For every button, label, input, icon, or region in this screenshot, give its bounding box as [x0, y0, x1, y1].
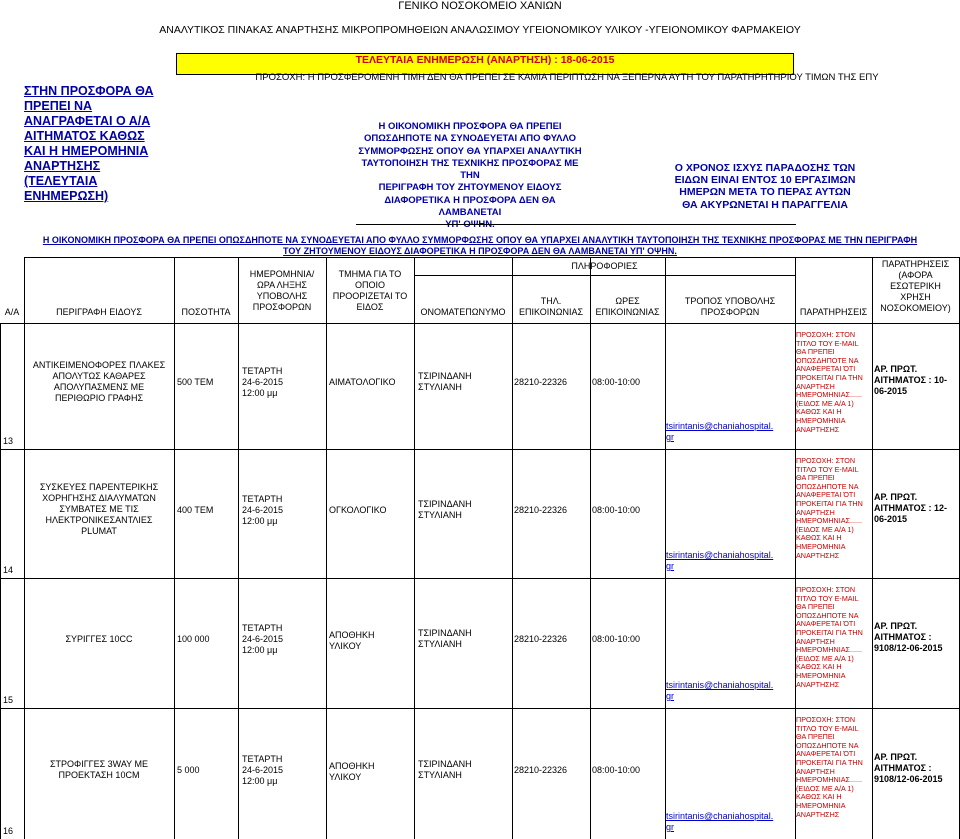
item-remarks-line: ΑΝΑΡΤΗΣΗΣ: [796, 809, 840, 819]
contact-hours: 08:00-10:00: [592, 764, 641, 775]
item-description-line: ΑΠΟΛΥΠΑΣΜΕΝΣ ΜΕ: [53, 382, 145, 392]
contact-hours: 08:00-10:00: [592, 634, 641, 644]
grid-line: [590, 257, 591, 839]
note-line: Ο ΧΡΟΝΟΣ ΙΣΧΥΣ ΠΑΡΑΔΟΣΗΣ ΤΩΝ: [674, 162, 856, 174]
item-department: [326, 761, 414, 783]
procurement-table: [0, 257, 960, 839]
item-remarks-line: ΠΡΟΣΟΧΗ: ΣΤΟΝ: [796, 330, 856, 339]
item-description-line: ΣΥΣΚΕΥΕΣ ΠΑΡΕΝΤΕΡΙΚΗΣ: [39, 482, 159, 492]
header-hours: [590, 296, 665, 318]
item-remarks-line: ΤΙΤΛΟ ΤΟΥ E-MAIL: [796, 593, 859, 603]
header-name: ΟΝΟΜΑΤΕΠΩΝΥΜΟ: [420, 307, 506, 317]
left-note: [24, 84, 174, 204]
item-department-line: ΑΠΟΘΗΚΗ: [329, 760, 375, 771]
item-remarks-line: ΘΑ ΠΡΕΠΕΙ: [796, 732, 835, 742]
item-department: [326, 505, 414, 516]
item-remarks-line: ΚΑΘΩΣ ΚΑΙ Η: [796, 662, 842, 672]
item-remarks-line: (ΕΙΔΟΣ ΜΕ Α/Α 1): [796, 524, 854, 534]
email-line[interactable]: gr: [666, 561, 675, 571]
contact-phone: 28210-22326: [514, 764, 568, 775]
item-remarks-line: ΤΙΤΛΟ ΤΟΥ E-MAIL: [796, 464, 859, 474]
item-remarks-line: ΑΝΑΡΤΗΣΗΣ: [796, 679, 840, 689]
item-remarks-line: ΤΙΤΛΟ ΤΟΥ E-MAIL: [796, 723, 859, 733]
header-quantity: ΠΟΣΟΤΗΤΑ: [181, 307, 231, 317]
item-description: [24, 759, 174, 781]
email-line[interactable]: tsirintanis@chaniahospital.: [666, 550, 774, 560]
email-line[interactable]: tsirintanis@chaniahospital.: [666, 421, 774, 431]
item-remarks-line: ΑΝΑΦΕΡΕΤΑΙ ΌΤΙ: [796, 364, 856, 374]
header-remarks: ΠΑΡΑΤΗΡΗΣΕΙΣ: [799, 307, 868, 317]
item-remarks-line: ΚΑΘΩΣ ΚΑΙ Η: [796, 407, 842, 417]
item-remarks-line: ΠΡΟΣΟΧΗ: ΣΤΟΝ: [796, 715, 856, 724]
header-aa: Α/Α: [4, 307, 20, 317]
item-quantity: 400 ΤΕΜ: [177, 504, 214, 515]
email-line[interactable]: tsirintanis@chaniahospital.: [666, 680, 774, 690]
item-remarks-line: ΠΡΟΣΟΧΗ: ΣΤΟΝ: [796, 456, 856, 465]
submission-email-link[interactable]: [666, 680, 795, 702]
item-remarks-line: ΑΝΑΦΕΡΕΤΑΙ ΌΤΙ: [796, 490, 856, 500]
note-line: ΥΠ' ΟΨΗΝ.: [445, 219, 495, 231]
item-remarks-line: ΟΠΩΣΔΗΠΟΤΕ ΝΑ: [796, 481, 859, 491]
item-internal-ref-line: ΑΡ. ΠΡΩΤ.: [874, 621, 918, 631]
item-remarks-line: ΠΡΟΚΕΙΤΑΙ ΓΙΑ ΤΗΝ: [796, 498, 863, 508]
item-department: [326, 377, 414, 388]
note-line: ΤΑΥΤΟΠΟΙΗΣΗ ΤΗΣ ΤΕΧΝΙΚΗΣ ΠΡΟΣΦΟΡΑΣ ΜΕ ΤΗΝ: [361, 157, 579, 182]
email-line[interactable]: gr: [666, 822, 675, 832]
header-internal-line: ΝΟΣΟΚΟΜΕΙΟΥ): [880, 303, 951, 313]
note-line: ΕΙΔΩΝ ΕΙΝΑΙ ΕΝΤΟΣ 10 ΕΡΓΑΣΙΜΩΝ: [674, 174, 856, 187]
item-description-line: ΑΝΤΙΚΕΙΜΕΝΟΦΟΡΕΣ ΠΛΑΚΕΣ: [32, 360, 166, 370]
note-line: ΚΑΙ Η ΗΜΕΡΟΜΗΝΙΑ: [24, 144, 149, 158]
header-department-line: ΠΡΟΟΡΙΖΕΤΑΙ ΤΟ: [332, 291, 408, 301]
note-line: ΔΙΑΦΟΡΕΤΙΚΑ Η ΠΡΟΣΦΟΡΑ ΔΕΝ ΘΑ ΛΑΜΒΑΝΕΤΑΙ: [384, 194, 556, 219]
item-remarks-line: ΘΑ ΠΡΕΠΕΙ: [796, 473, 835, 483]
item-deadline: [238, 494, 326, 527]
header-phone-line: ΤΗΛ.: [540, 296, 562, 306]
note-line: ΤΟΥ ΖΗΤΟΥΜΕΝΟΥ ΕΙΔΟΥΣ ΔΙΑΦΟΡΕΤΙΚΑ Η ΠΡΟΣΦΟΡΑ ΔΕΝ ΘΑ ΛΑΜΒΑΝΕΤΑΙ ΥΠ' ΟΨΗΝ.: [283, 245, 677, 256]
note-line: ΣΥΜΜΟΡΦΩΣΗΣ ΟΠΟΥ ΘΑ ΥΠΑΡΧΕΙ ΑΝΑΛΥΤΙΚΗ: [358, 145, 582, 157]
item-description-line: ΑΠΟΛΥΤΩΣ ΚΑΘΑΡΕΣ: [52, 371, 146, 381]
item-deadline-line: 24-6-2015: [242, 377, 284, 387]
item-remarks: [796, 716, 873, 819]
item-internal-ref-line: ΑΡ. ΠΡΩΤ.: [874, 364, 918, 374]
note-line: ΗΜΕΡΩΝ ΜΕΤΑ ΤΟ ΠΕΡΑΣ ΑΥΤΩΝ: [679, 186, 851, 199]
item-remarks-line: ΗΜΕΡΟΜΗΝΙΑ: [796, 541, 846, 551]
item-quantity: 5 000: [177, 764, 200, 775]
item-remarks-line: ΠΡΟΚΕΙΤΑΙ ΓΙΑ ΤΗΝ: [796, 372, 863, 382]
item-remarks-line: ΗΜΕΡΟΜΗΝΙΑ: [796, 415, 846, 425]
item-deadline-line: ΤΕΤΑΡΤΗ: [242, 493, 283, 504]
header-deadline-line: ΥΠΟΒΟΛΗΣ: [256, 291, 308, 301]
contact-name-line: ΣΤΥΛΙΑΝΗ: [418, 639, 462, 649]
item-remarks-line: ΑΝΑΡΤΗΣΗ: [796, 381, 835, 391]
last-update-text: ΤΕΛΕΥΤΑΙΑ ΕΝΗΜΕΡΩΣΗ (ΑΝΑΡΤΗΣΗ) : 18-06-2015: [355, 54, 615, 66]
email-line[interactable]: gr: [666, 691, 675, 701]
document-subtitle: ΑΝΑΛΥΤΙΚΟΣ ΠΙΝΑΚΑΣ ΑΝΑΡΤΗΣΗΣ ΜΙΚΡΟΠΡΟΜΗΘΕΙΩΝ ΑΝΑΛΩΣΙΜΟΥ ΥΓΕΙΟΝΟΜΙΚΟΥ ΥΛΙΚΟΥ -ΥΓΕΙΟΝΟΜΙΚΟΥ ΦΑΡΜΑΚΕΙΟΥ: [159, 24, 801, 36]
note-line: ΣΤΗΝ ΠΡΟΣΦΟΡΑ ΘΑ: [24, 84, 154, 98]
item-remarks-line: ΠΡΟΚΕΙΤΑΙ ΓΙΑ ΤΗΝ: [796, 757, 863, 767]
grid-line: [326, 257, 327, 839]
item-remarks-line: (ΕΙΔΟΣ ΜΕ Α/Α 1): [796, 783, 854, 793]
item-description-line: ΧΟΡΗΓΗΣΗΣ ΔΙΑΛΥΜΑΤΩΝ: [42, 493, 156, 503]
header-hours-line: ΕΠΙΚΟΙΝΩΝΙΑΣ: [595, 307, 660, 317]
contact-name: [414, 371, 512, 393]
item-remarks-line: ΚΑΘΩΣ ΚΑΙ Η: [796, 533, 842, 543]
header-internal-line: ΠΑΡΑΤΗΡΗΣΕΙΣ: [881, 259, 950, 269]
item-description-line: ΗΛΕΚΤΡΟΝΙΚΕΣΑΝΤΛΙΕΣ: [45, 515, 153, 525]
item-remarks-line: ΑΝΑΦΕΡΕΤΑΙ ΌΤΙ: [796, 619, 856, 629]
item-internal-ref-line: 06-2015: [874, 513, 908, 524]
grid-line: [0, 449, 959, 450]
item-department-line: ΥΛΙΚΟΥ: [329, 771, 362, 782]
item-department-line: ΟΓΚΟΛΟΓΙΚΟ: [329, 504, 387, 515]
header-deadline-line: ΩΡΑ ΛΗΞΗΣ: [257, 280, 307, 290]
note-line: ΑΙΤΗΜΑΤΟΣ ΚΑΘΩΣ: [24, 129, 145, 143]
item-remarks-line: (ΕΙΔΟΣ ΜΕ Α/Α 1): [796, 653, 854, 663]
item-deadline-line: ΤΕΤΑΡΤΗ: [242, 623, 283, 633]
note-line: ΑΝΑΡΤΗΣΗΣ: [24, 159, 101, 173]
item-remarks-line: ΤΙΤΛΟ ΤΟΥ E-MAIL: [796, 338, 859, 348]
header-submission: [665, 296, 795, 318]
row-number: 14: [3, 565, 14, 575]
item-deadline-line: 24-6-2015: [242, 504, 284, 515]
item-internal-ref: [874, 752, 959, 785]
contact-phone: 28210-22326: [514, 504, 568, 515]
middle-note: [356, 121, 584, 232]
item-description-line: PLUMAT: [81, 526, 117, 536]
item-department: [326, 630, 414, 652]
item-internal-ref-line: ΑΙΤΗΜΑΤΟΣ :: [874, 632, 932, 642]
grid-line: [24, 257, 25, 839]
submission-email-link[interactable]: [666, 550, 795, 572]
contact-name-line: ΤΣΙΡΙΝΔΑΝΗ: [418, 498, 472, 509]
item-remarks: [796, 457, 873, 560]
grid-line: [0, 323, 959, 324]
item-remarks-line: ΑΝΑΡΤΗΣΗ: [796, 766, 835, 776]
item-department-line: ΑΠΟΘΗΚΗ: [329, 630, 375, 640]
price-warning: ΠΡΟΣΟΧΗ: Η ΠΡΟΣΦΕΡΟΜΕΝΗ ΤΙΜΗ ΔΕΝ ΘΑ ΠΡΕΠΕΙ ΣΕ ΚΑΜΙΑ ΠΕΡΙΠΤΩΣΗ ΝΑ ΞΕΠΕΡΝΑ ΑΥΤΗ ΤΟΥ ΠΑΡΑΤΗΡΗΤΗΡΙΟΥ ΤΙΜΩΝ ΤΗΣ ΕΠΥ: [255, 72, 879, 83]
row-number: 16: [3, 826, 14, 836]
item-description-line: ΠΕΡΙΘΩΡΙΟ ΓΡΑΦΗΣ: [54, 393, 144, 403]
item-deadline: [238, 754, 326, 787]
note-line: Η ΟΙΚΟΝΟΜΙΚΗ ΠΡΟΣΦΟΡΑ ΘΑ ΠΡΕΠΕΙ: [378, 121, 562, 132]
submission-email-link[interactable]: [666, 421, 795, 443]
grid-line: [238, 257, 239, 839]
header-description: ΠΕΡΙΓΡΑΦΗ ΕΙΔΟΥΣ: [56, 307, 142, 317]
note-line: Η ΟΙΚΟΝΟΜΙΚΗ ΠΡΟΣΦΟΡΑ ΘΑ ΠΡΕΠΕΙ ΟΠΩΣΔΗΠΟΤΕ ΝΑ ΣΥΝΟΔΕΥΕΤΑΙ ΑΠΟ ΦΥΛΛΟ ΣΥΜΜΟΡΦΩΣΗΣ ΟΠΟΥ ΘΑ ΥΠΑΡΧΕΙ ΑΝΑΛΥΤΙΚΗ ΤΑΥΤΟΠΟΙΗΣΗ ΤΗΣ ΤΕΧΝΙΚΗΣ ΠΡΟΣΦΟΡΑΣ ΜΕ ΤΗΝ ΠΕΡΙΓΡΑΦΗ: [42, 235, 918, 245]
item-deadline: [238, 623, 326, 656]
item-description: [24, 360, 174, 404]
item-description: [24, 482, 174, 537]
email-line[interactable]: gr: [666, 432, 675, 442]
item-remarks-line: ΗΜΕΡΟΜΗΝΙΑ: [796, 670, 846, 680]
item-internal-ref: [874, 621, 959, 654]
item-remarks-line: ΗΜΕΡΟΜΗΝΙΑΣ......: [796, 516, 862, 526]
item-description-line: ΣΥΡΙΓΓΕΣ 10CC: [65, 633, 133, 644]
item-remarks-line: ΑΝΑΡΤΗΣΗ: [796, 636, 835, 646]
header-internal-line: ΕΣΩΤΕΡΙΚΗ: [890, 281, 941, 291]
item-remarks-line: ΑΝΑΦΕΡΕΤΑΙ ΌΤΙ: [796, 749, 856, 759]
note-line: (ΤΕΛΕΥΤΑΙΑ: [24, 174, 98, 188]
item-deadline-line: ΤΕΤΑΡΤΗ: [242, 753, 283, 764]
item-deadline-line: 24-6-2015: [242, 634, 284, 644]
grid-line: [414, 257, 415, 839]
item-internal-ref-line: ΑΡ. ΠΡΩΤ.: [874, 491, 918, 502]
item-remarks-line: ΚΑΘΩΣ ΚΑΙ Η: [796, 792, 842, 802]
item-deadline-line: 24-6-2015: [242, 764, 284, 775]
contact-name-line: ΣΤΥΛΙΑΝΗ: [418, 769, 462, 780]
item-quantity: 500 ΤΕΜ: [177, 377, 214, 387]
note-line: ΠΕΡΙΓΡΑΦΗ ΤΟΥ ΖΗΤΟΥΜΕΝΟΥ ΕΙΔΟΥΣ: [378, 182, 562, 194]
header-department-line: ΟΠΟΙΟ: [354, 280, 385, 290]
header-department: [326, 269, 414, 313]
item-deadline-line: 12:00 μμ: [242, 775, 278, 786]
item-remarks-line: ΗΜΕΡΟΜΗΝΙΑ: [796, 800, 846, 810]
item-internal-ref: [874, 364, 959, 397]
contact-name-line: ΤΣΙΡΙΝΔΑΝΗ: [418, 371, 472, 381]
header-hours-line: ΩΡΕΣ: [615, 296, 640, 306]
header-internal: [872, 259, 959, 314]
row-number: 15: [3, 695, 14, 705]
item-internal-ref-line: ΑΡ. ΠΡΩΤ.: [874, 751, 918, 762]
header-phone-line: ΕΠΙΚΟΙΝΩΝΙΑΣ: [518, 307, 584, 317]
item-deadline-line: 12:00 μμ: [242, 645, 278, 655]
header-department-line: ΕΙΔΟΣ: [356, 302, 384, 312]
contact-phone: 28210-22326: [514, 634, 568, 644]
row-number: 13: [3, 436, 14, 446]
item-description: [24, 634, 174, 645]
contact-phone: 28210-22326: [514, 377, 568, 387]
item-remarks-line: ΘΑ ΠΡΕΠΕΙ: [796, 347, 835, 357]
header-deadline-line: ΠΡΟΣΦΟΡΩΝ: [252, 302, 312, 312]
item-internal-ref-line: ΑΙΤΗΜΑΤΟΣ :: [874, 762, 932, 773]
item-remarks-line: ΟΠΩΣΔΗΠΟΤΕ ΝΑ: [796, 740, 859, 750]
compliance-note: [0, 235, 960, 256]
item-deadline-line: ΤΕΤΑΡΤΗ: [242, 366, 283, 376]
grid-line: [414, 275, 795, 276]
note-line: ΘΑ ΑΚΥΡΩΝΕΤΑΙ Η ΠΑΡΑΓΓΕΛΙΑ: [682, 198, 848, 211]
item-deadline-line: 12:00 μμ: [242, 388, 278, 398]
item-internal-ref-line: 9108/12-06-2015: [874, 773, 943, 784]
item-remarks: [796, 331, 873, 434]
right-note: [660, 162, 870, 211]
note-line: ΠΡΕΠΕΙ ΝΑ: [24, 99, 93, 113]
contact-name-line: ΣΤΥΛΙΑΝΗ: [418, 382, 462, 392]
contact-name: [414, 759, 512, 781]
contact-name: [414, 628, 512, 650]
item-remarks-line: ΑΝΑΡΤΗΣΗΣ: [796, 550, 840, 560]
email-line[interactable]: tsirintanis@chaniahospital.: [666, 811, 774, 821]
item-department-line: ΑΙΜΑΤΟΛΟΓΙΚΟ: [329, 377, 396, 387]
item-remarks-line: ΠΡΟΣΟΧΗ: ΣΤΟΝ: [796, 585, 856, 594]
item-internal-ref-line: 9108/12-06-2015: [874, 643, 943, 653]
item-internal-ref: [874, 492, 959, 525]
contact-name-line: ΤΣΙΡΙΝΔΑΝΗ: [418, 758, 472, 769]
item-remarks-line: ΟΠΩΣΔΗΠΟΤΕ ΝΑ: [796, 610, 859, 620]
grid-line: [0, 578, 959, 579]
grid-line: [24, 257, 959, 258]
item-description-line: ΣΥΜΒΑΤΕΣ ΜΕ ΤΙΣ: [59, 504, 139, 514]
note-line: ΟΠΩΣΔΗΠΟΤΕ ΝΑ ΣΥΝΟΔΕΥΕΤΑΙ ΑΠΟ ΦΥΛΛΟ: [364, 133, 576, 145]
item-remarks-line: ΗΜΕΡΟΜΗΝΙΑΣ......: [796, 645, 862, 655]
item-remarks-line: ΑΝΑΡΤΗΣΗΣ: [796, 424, 840, 434]
grid-line: [174, 257, 175, 839]
item-remarks-line: (ΕΙΔΟΣ ΜΕ Α/Α 1): [796, 398, 854, 408]
item-remarks-line: ΑΝΑΡΤΗΣΗ: [796, 507, 835, 517]
header-deadline-line: ΗΜΕΡΟΜΗΝΙΑ/: [249, 269, 315, 279]
item-department-line: ΥΛΙΚΟΥ: [329, 641, 362, 651]
header-info: ΠΛΗΡΟΦΟΡΙΕΣ: [571, 261, 638, 271]
item-quantity: 100 000: [177, 634, 210, 644]
item-remarks-line: ΘΑ ΠΡΕΠΕΙ: [796, 602, 835, 612]
contact-name-line: ΤΣΙΡΙΝΔΑΝΗ: [418, 628, 472, 638]
item-remarks-line: ΗΜΕΡΟΜΗΝΙΑΣ......: [796, 390, 862, 400]
header-internal-line: (ΑΦΟΡΑ: [898, 270, 933, 280]
header-internal-line: ΧΡΗΣΗ: [900, 292, 931, 302]
item-description-line: ΣΤΡΟΦΙΓΓΕΣ 3WAY ΜΕ: [49, 758, 149, 769]
header-submission-line: ΠΡΟΣΦΟΡΩΝ: [700, 307, 760, 317]
contact-hours: 08:00-10:00: [592, 377, 641, 387]
item-internal-ref-line: ΑΙΤΗΜΑΤΟΣ : 10-: [874, 375, 947, 385]
item-deadline: [238, 366, 326, 399]
header-submission-line: ΤΡΟΠΟΣ ΥΠΟΒΟΛΗΣ: [684, 296, 776, 306]
item-remarks-line: ΠΡΟΚΕΙΤΑΙ ΓΙΑ ΤΗΝ: [796, 627, 863, 637]
grid-line: [0, 708, 959, 709]
contact-name-line: ΣΤΥΛΙΑΝΗ: [418, 509, 462, 520]
submission-email-link[interactable]: [666, 811, 795, 833]
item-internal-ref-line: ΑΙΤΗΜΑΤΟΣ : 12-: [874, 502, 947, 513]
grid-line: [0, 323, 1, 839]
item-description-line: ΠΡΟΕΚΤΑΣΗ 10CM: [58, 769, 140, 780]
header-department-line: ΤΜΗΜΑ ΓΙΑ ΤΟ: [338, 269, 402, 279]
item-deadline-line: 12:00 μμ: [242, 515, 278, 526]
divider: [356, 224, 796, 225]
grid-line: [512, 257, 513, 839]
contact-hours: 08:00-10:00: [592, 504, 641, 515]
grid-line: [665, 257, 666, 839]
item-remarks-line: ΟΠΩΣΔΗΠΟΤΕ ΝΑ: [796, 355, 859, 365]
contact-name: [414, 499, 512, 521]
item-remarks: [796, 586, 873, 689]
note-line: ΕΝΗΜΕΡΩΣΗ): [24, 189, 109, 203]
header-phone: [512, 296, 590, 318]
header-deadline: [238, 269, 326, 313]
note-line: ΑΝΑΓΡΑΦΕΤΑΙ Ο Α/Α: [24, 114, 151, 128]
hospital-name: ΓΕΝΙΚΟ ΝΟΣΟΚΟΜΕΙΟ ΧΑΝΙΩΝ: [398, 0, 562, 12]
item-internal-ref-line: 06-2015: [874, 386, 908, 396]
item-remarks-line: ΗΜΕΡΟΜΗΝΙΑΣ......: [796, 775, 862, 785]
